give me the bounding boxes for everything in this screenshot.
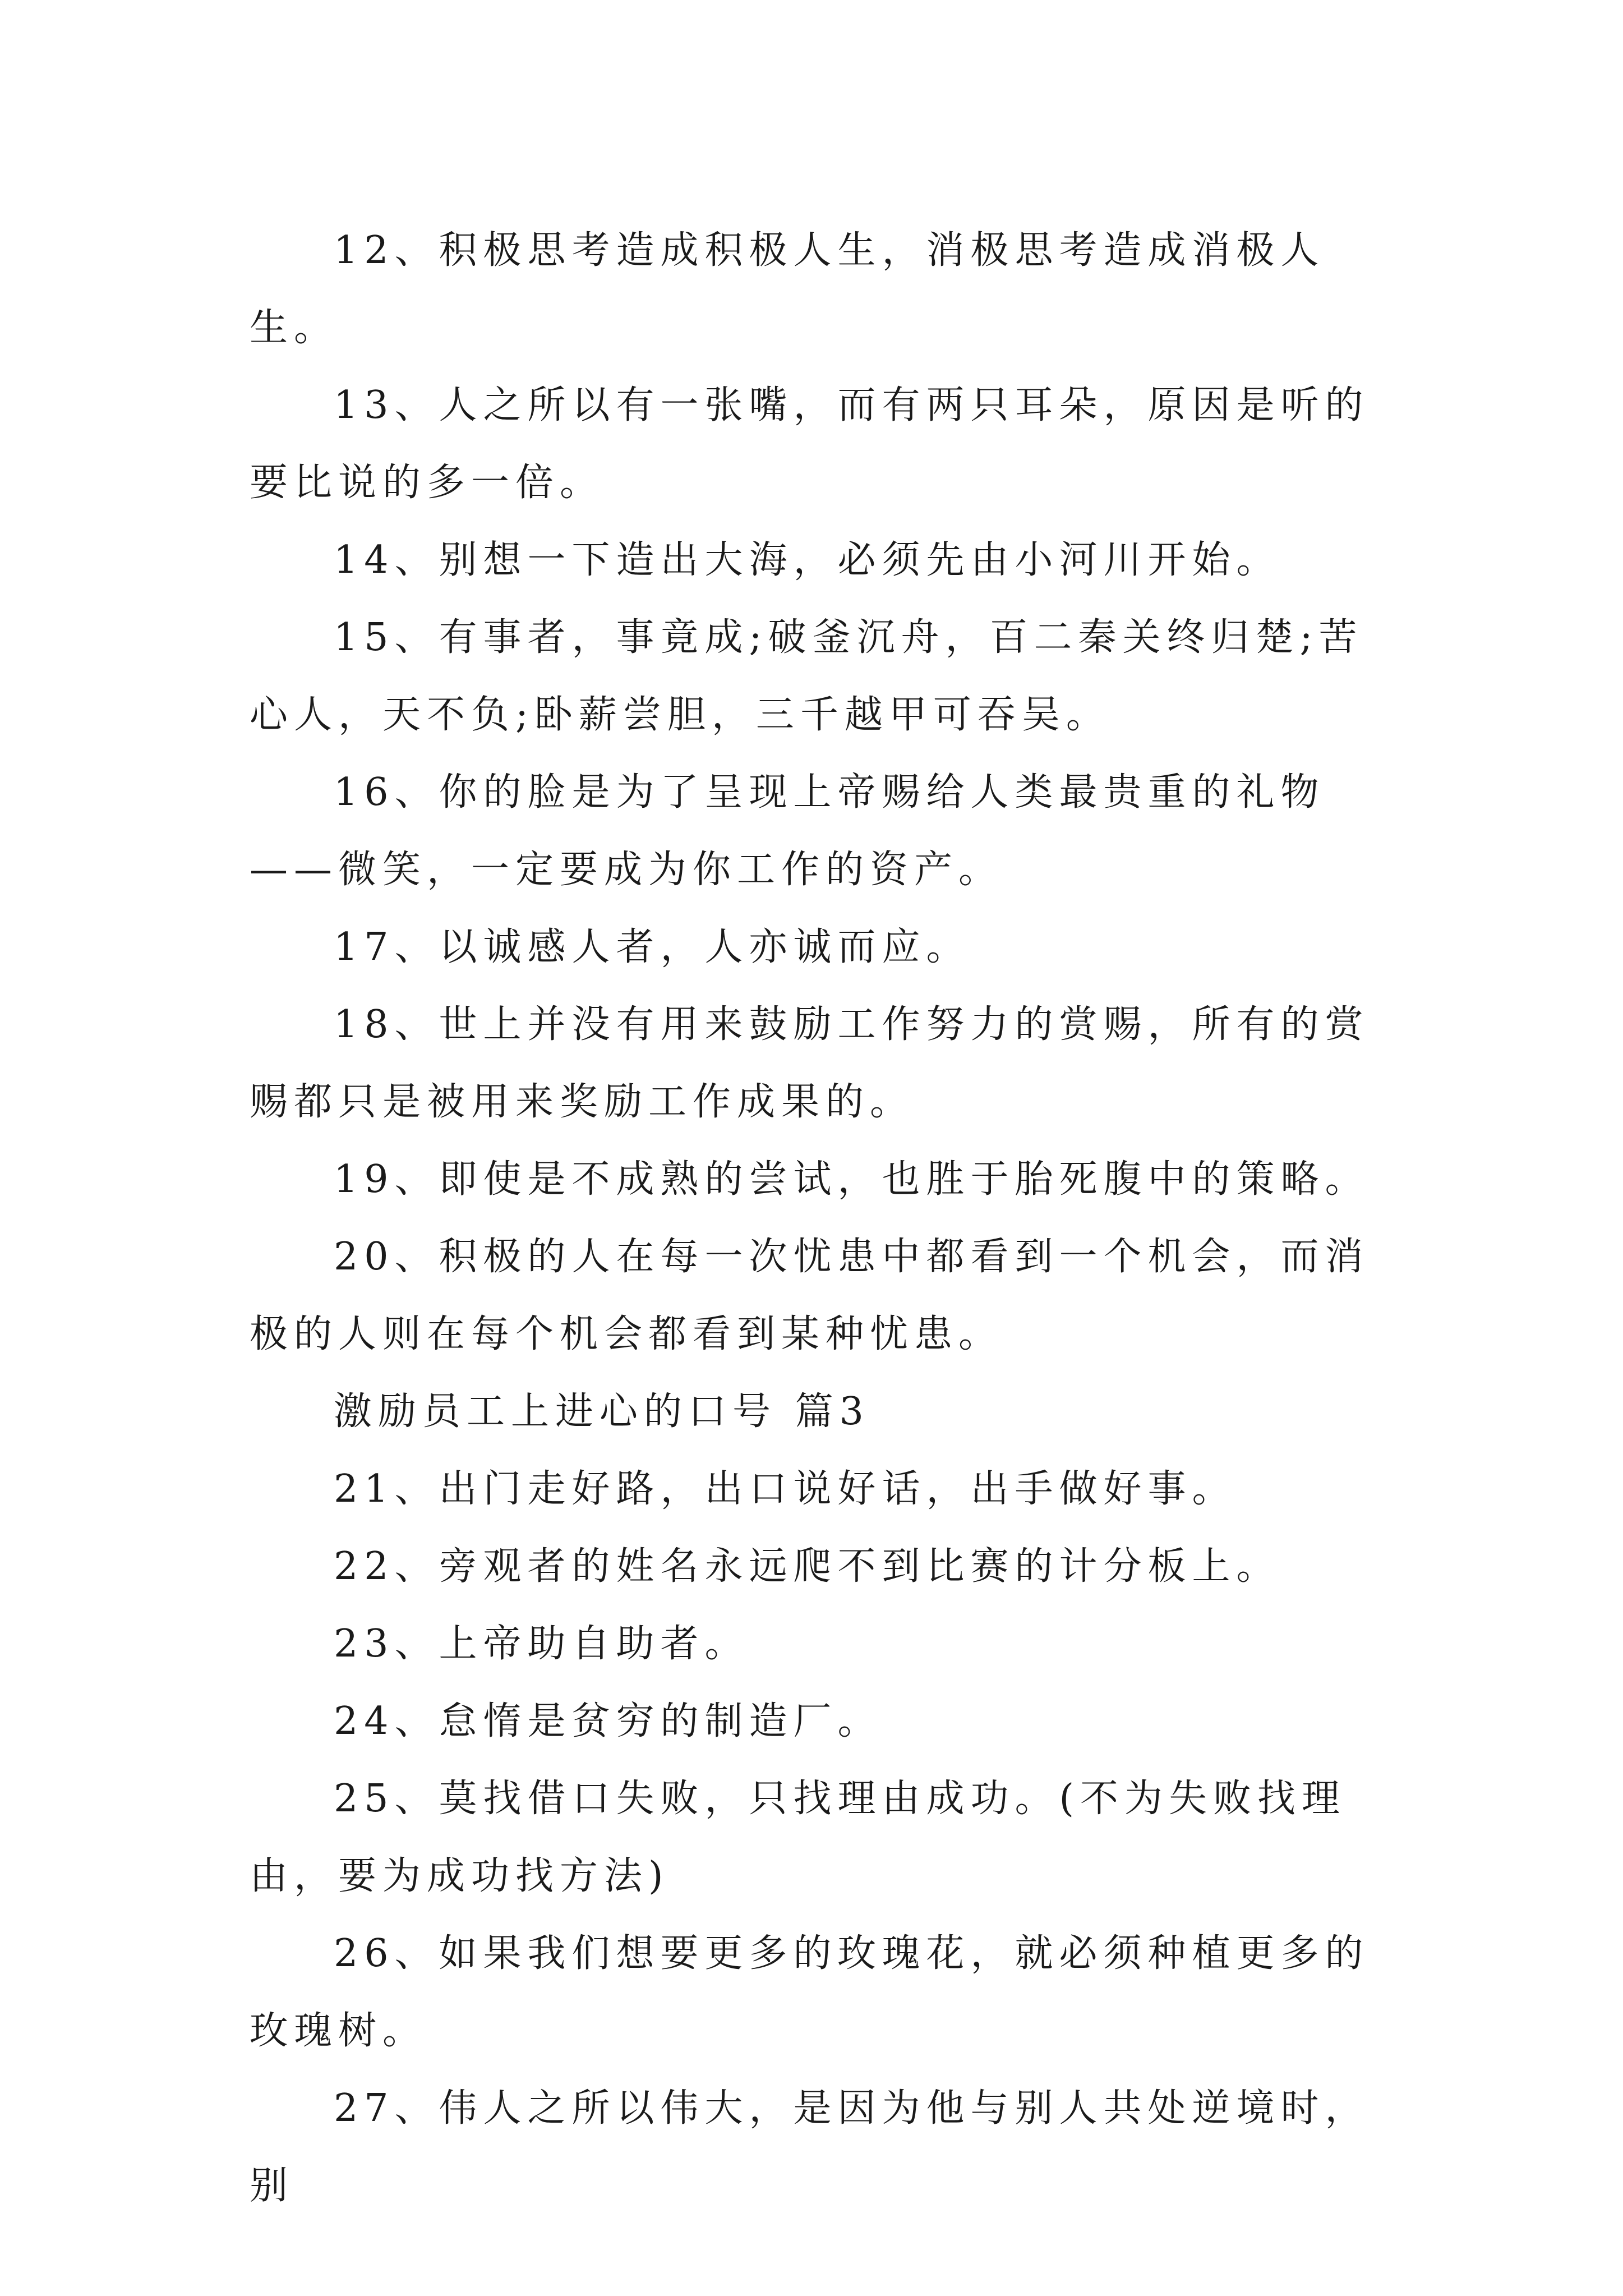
paragraph-26: 26、如果我们想要更多的玫瑰花，就必须种植更多的玫瑰树。 — [250, 1931, 1370, 2053]
paragraph-23: 23、上帝助自助者。 — [334, 1622, 749, 1666]
paragraph-15: 15、有事者，事竟成;破釜沉舟，百二秦关终归楚;苦心人，天不负;卧薪尝胆，三千越甲可吞吴。 — [250, 615, 1363, 737]
paragraph-16: 16、你的脸是为了呈现上帝赐给人类最贵重的礼物——微笑，一定要成为你工作的资产。 — [250, 770, 1325, 892]
section-heading: 激励员工上进心的口号 篇3 — [334, 1389, 870, 1434]
paragraph-18: 18、世上并没有用来鼓励工作努力的赏赐，所有的赏赐都只是被用来奖励工作成果的。 — [250, 1002, 1370, 1124]
paragraph-27: 27、伟人之所以伟大，是因为他与别人共处逆境时，别 — [250, 2086, 1370, 2208]
body-text — [250, 212, 1394, 2225]
paragraph-14: 14、别想一下造出大海，必须先由小河川开始。 — [334, 538, 1281, 582]
paragraph-21: 21、出门走好路，出口说好话，出手做好事。 — [334, 1467, 1237, 1511]
paragraph-12: 12、积极思考造成积极人生，消极思考造成消极人生。 — [250, 228, 1325, 350]
paragraph-22: 22、旁观者的姓名永远爬不到比赛的计分板上。 — [334, 1544, 1281, 1589]
paragraph-24: 24、怠惰是贫穷的制造厂。 — [334, 1699, 882, 1743]
paragraph-13: 13、人之所以有一张嘴，而有两只耳朵，原因是听的要比说的多一倍。 — [250, 383, 1370, 505]
paragraph-25: 25、莫找借口失败，只找理由成功。(不为失败找理由，要为成功找方法) — [250, 1777, 1347, 1898]
paragraph-19: 19、即使是不成熟的尝试，也胜于胎死腹中的策略。 — [334, 1157, 1370, 1202]
paragraph-20: 20、积极的人在每一次忧患中都看到一个机会，而消极的人则在每个机会都看到某种忧患。 — [250, 1235, 1370, 1356]
paragraph-17: 17、以诚感人者，人亦诚而应。 — [334, 925, 971, 969]
